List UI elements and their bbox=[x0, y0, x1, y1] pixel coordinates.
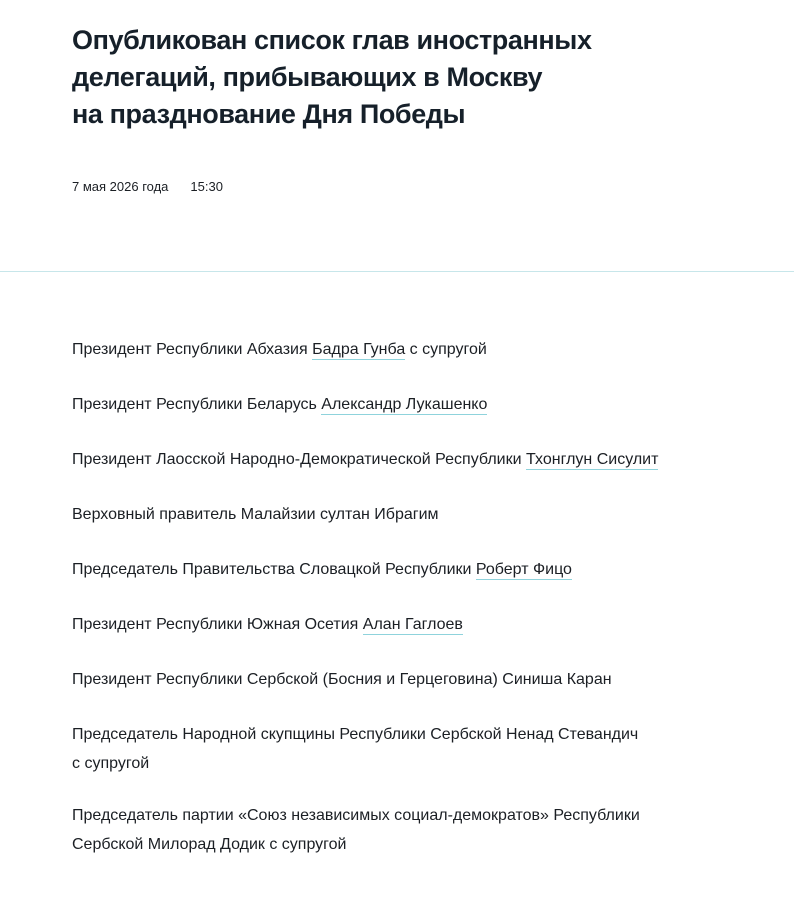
item-text: с супругой bbox=[405, 341, 487, 358]
article-header bbox=[72, 22, 712, 133]
article-meta bbox=[72, 179, 223, 195]
list-item bbox=[72, 335, 487, 364]
list-item bbox=[72, 720, 692, 778]
person-link-fico[interactable]: Роберт Фицо bbox=[475, 561, 572, 578]
item-text: с супругой bbox=[72, 755, 150, 772]
item-text: Верховный правитель Малайзии султан Ибрагим bbox=[72, 506, 439, 523]
list-item bbox=[72, 665, 612, 694]
item-text: Президент Лаосской Народно-Демократической Республики bbox=[72, 451, 526, 468]
person-link-gagloev[interactable]: Алан Гаглоев bbox=[362, 616, 463, 633]
divider bbox=[0, 271, 794, 272]
title-line: на празднование Дня Победы bbox=[72, 99, 466, 129]
list-item bbox=[72, 610, 463, 639]
list-item bbox=[72, 500, 439, 529]
title-line: Опубликован список глав иностранных bbox=[72, 25, 592, 55]
list-item bbox=[72, 555, 572, 584]
list-item bbox=[72, 445, 658, 474]
list-item bbox=[72, 801, 692, 859]
item-text: Президент Республики Сербской (Босния и Герцеговина) Синиша Каран bbox=[72, 671, 612, 688]
item-text: Президент Республики Абхазия bbox=[72, 341, 313, 358]
item-text: Председатель партии «Союз независимых социал-демократов» Республики bbox=[72, 807, 640, 824]
person-link-lukashenko[interactable]: Александр Лукашенко bbox=[321, 396, 488, 413]
publish-time: 15:30 bbox=[190, 179, 223, 194]
item-text: Президент Республики Беларусь bbox=[72, 396, 322, 413]
article-title bbox=[72, 22, 712, 133]
publish-date: 7 мая 2026 года bbox=[72, 179, 169, 194]
title-line: делегаций, прибывающих в Москву bbox=[72, 62, 543, 92]
list-item bbox=[72, 390, 487, 419]
item-text: Сербской Милорад Додик с супругой bbox=[72, 836, 347, 853]
person-link-gunba[interactable]: Бадра Гунба bbox=[312, 341, 406, 358]
person-link-sisoulith[interactable]: Тхонглун Сисулит bbox=[525, 451, 659, 468]
item-text: Председатель Правительства Словацкой Республики bbox=[72, 561, 476, 578]
item-text: Председатель Народной скупщины Республики Сербской Ненад Стевандич bbox=[72, 726, 639, 743]
item-text: Президент Республики Южная Осетия bbox=[72, 616, 363, 633]
